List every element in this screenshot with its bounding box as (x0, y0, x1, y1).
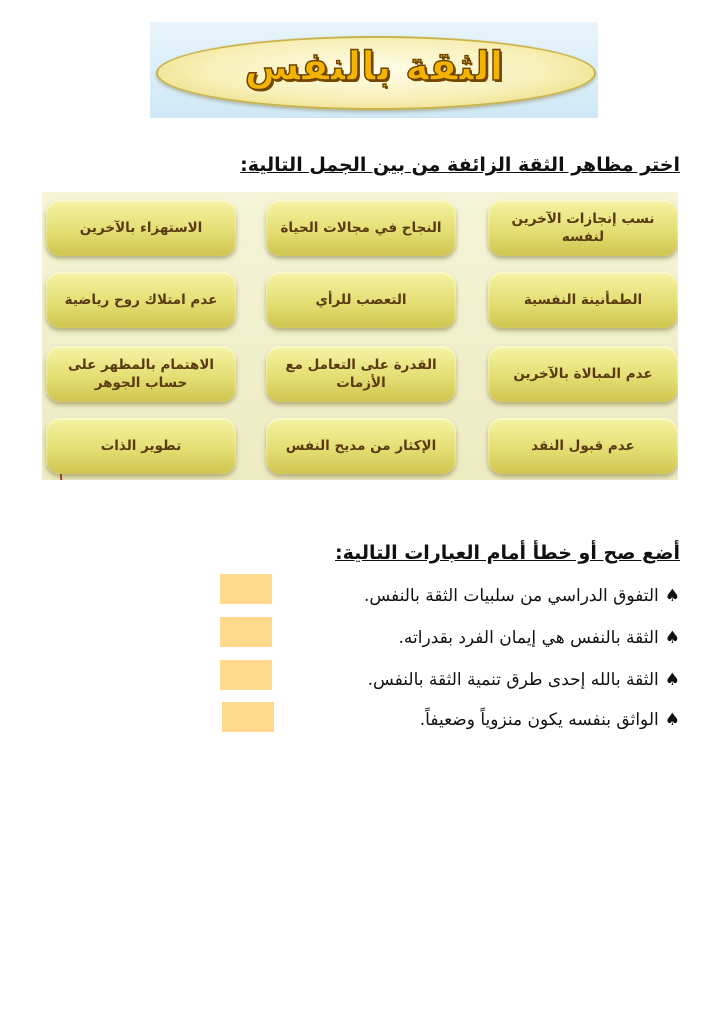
spade-bullet-icon: ♠ (664, 628, 680, 648)
statement-text: الواثق بنفسه يكون منزوياً وضعيفاً. (419, 710, 659, 730)
option-card[interactable]: الاهتمام بالمظهر على حساب الجوهر (46, 346, 236, 402)
options-panel (42, 192, 678, 480)
section1-heading: اختر مظاهر الثقة الزائفة من بين الجمل التالية: (240, 154, 680, 176)
statement-text: التفوق الدراسي من سلبيات الثقة بالنفس. (363, 586, 659, 606)
spade-bullet-icon: ♠ (664, 670, 680, 690)
option-card[interactable]: عدم قبول النقد (488, 418, 678, 474)
statement-text: الثقة بالله إحدى طرق تنمية الثقة بالنفس. (367, 670, 659, 690)
spade-bullet-icon: ♠ (664, 586, 680, 606)
answer-box[interactable] (220, 574, 272, 604)
option-card[interactable]: التعصب للرأي (266, 272, 456, 328)
option-card[interactable]: الطمأنينة النفسية (488, 272, 678, 328)
option-card[interactable]: القدرة على التعامل مع الأزمات (266, 346, 456, 402)
statement-item (364, 586, 680, 606)
statement-text: الثقة بالنفس هي إيمان الفرد بقدراته. (398, 628, 659, 648)
option-card[interactable]: تطوير الذات (46, 418, 236, 474)
page-title: الثقة بالنفس (244, 44, 504, 90)
answer-box[interactable] (222, 702, 274, 732)
statement-item (368, 670, 680, 690)
statement-item (420, 710, 680, 730)
statement-item (399, 628, 680, 648)
answer-box[interactable] (220, 617, 272, 647)
option-card[interactable]: عدم امتلاك روح رياضية (46, 272, 236, 328)
option-card[interactable]: عدم المبالاة بالآخرين (488, 346, 678, 402)
option-card[interactable]: النجاح في مجالات الحياة (266, 200, 456, 256)
option-card[interactable]: الاستهزاء بالآخرين (46, 200, 236, 256)
section2-heading: أضع صح أو خطأ أمام العبارات التالية: (335, 542, 680, 564)
option-card[interactable]: نسب إنجازات الآخرين لنفسه (488, 200, 678, 256)
title-banner (150, 22, 598, 118)
option-card[interactable]: الإكثار من مديح النفس (266, 418, 456, 474)
spade-bullet-icon: ♠ (664, 710, 680, 730)
answer-box[interactable] (220, 660, 272, 690)
